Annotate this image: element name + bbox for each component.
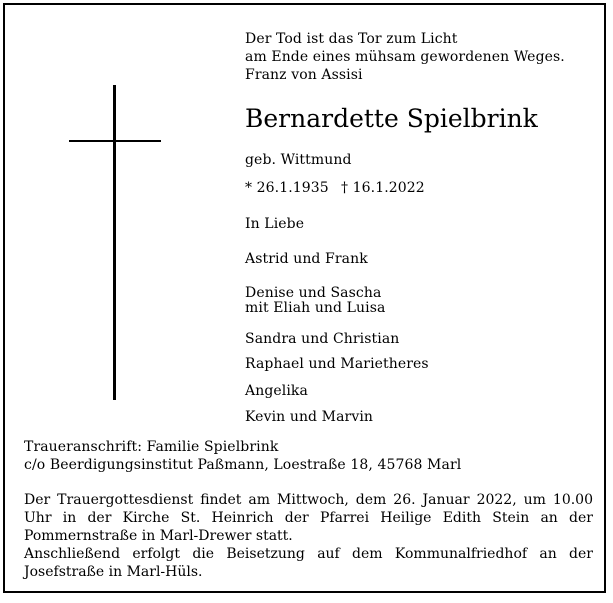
- quote-line: Der Tod ist das Tor zum Licht: [245, 31, 458, 47]
- mourner-entry: Denise und Sascha: [245, 285, 382, 301]
- mourner-entry: Kevin und Marvin: [245, 409, 374, 425]
- epigraph-quote: [245, 30, 585, 84]
- mass-paragraph: Der Trauergottesdienst findet am Mittwoch, dem 26. Januar 2022, um 10.00 Uhr in der Kirche St. Heinrich der Pfarrei Heilige Edith Stein an der Pommernstraße in Marl-Drewer statt.: [24, 492, 593, 544]
- quote-author: Franz von Assisi: [245, 67, 363, 83]
- death-date: † 16.1.2022: [341, 180, 425, 196]
- mourners-intro: In Liebe: [245, 216, 305, 232]
- obituary-notice: [3, 3, 606, 593]
- deceased-name: Bernardette Spielbrink: [245, 104, 538, 133]
- mourner-entry-sub: mit Eliah und Luisa: [245, 300, 386, 316]
- cross-icon: [113, 85, 116, 400]
- maiden-name: geb. Wittmund: [245, 152, 352, 168]
- birth-date: * 26.1.1935: [245, 180, 329, 196]
- cross-icon-bar: [69, 140, 161, 142]
- mourner-entry: Sandra und Christian: [245, 331, 400, 347]
- burial-paragraph: Anschließend erfolgt die Beisetzung auf dem Kommunalfriedhof an der Josefstraße in Marl-Hüls.: [24, 546, 593, 580]
- address-line: Traueranschrift: Familie Spielbrink: [24, 439, 279, 455]
- mourner-entry: Angelika: [245, 383, 308, 399]
- mourner-entry: Raphael und Marietheres: [245, 356, 429, 372]
- service-info: [24, 491, 593, 581]
- address-line: c/o Beerdigungsinstitut Paßmann, Loestraße 18, 45768 Marl: [24, 457, 462, 473]
- mourner-entry: Astrid und Frank: [245, 251, 368, 267]
- quote-line: am Ende eines mühsam gewordenen Weges.: [245, 49, 565, 65]
